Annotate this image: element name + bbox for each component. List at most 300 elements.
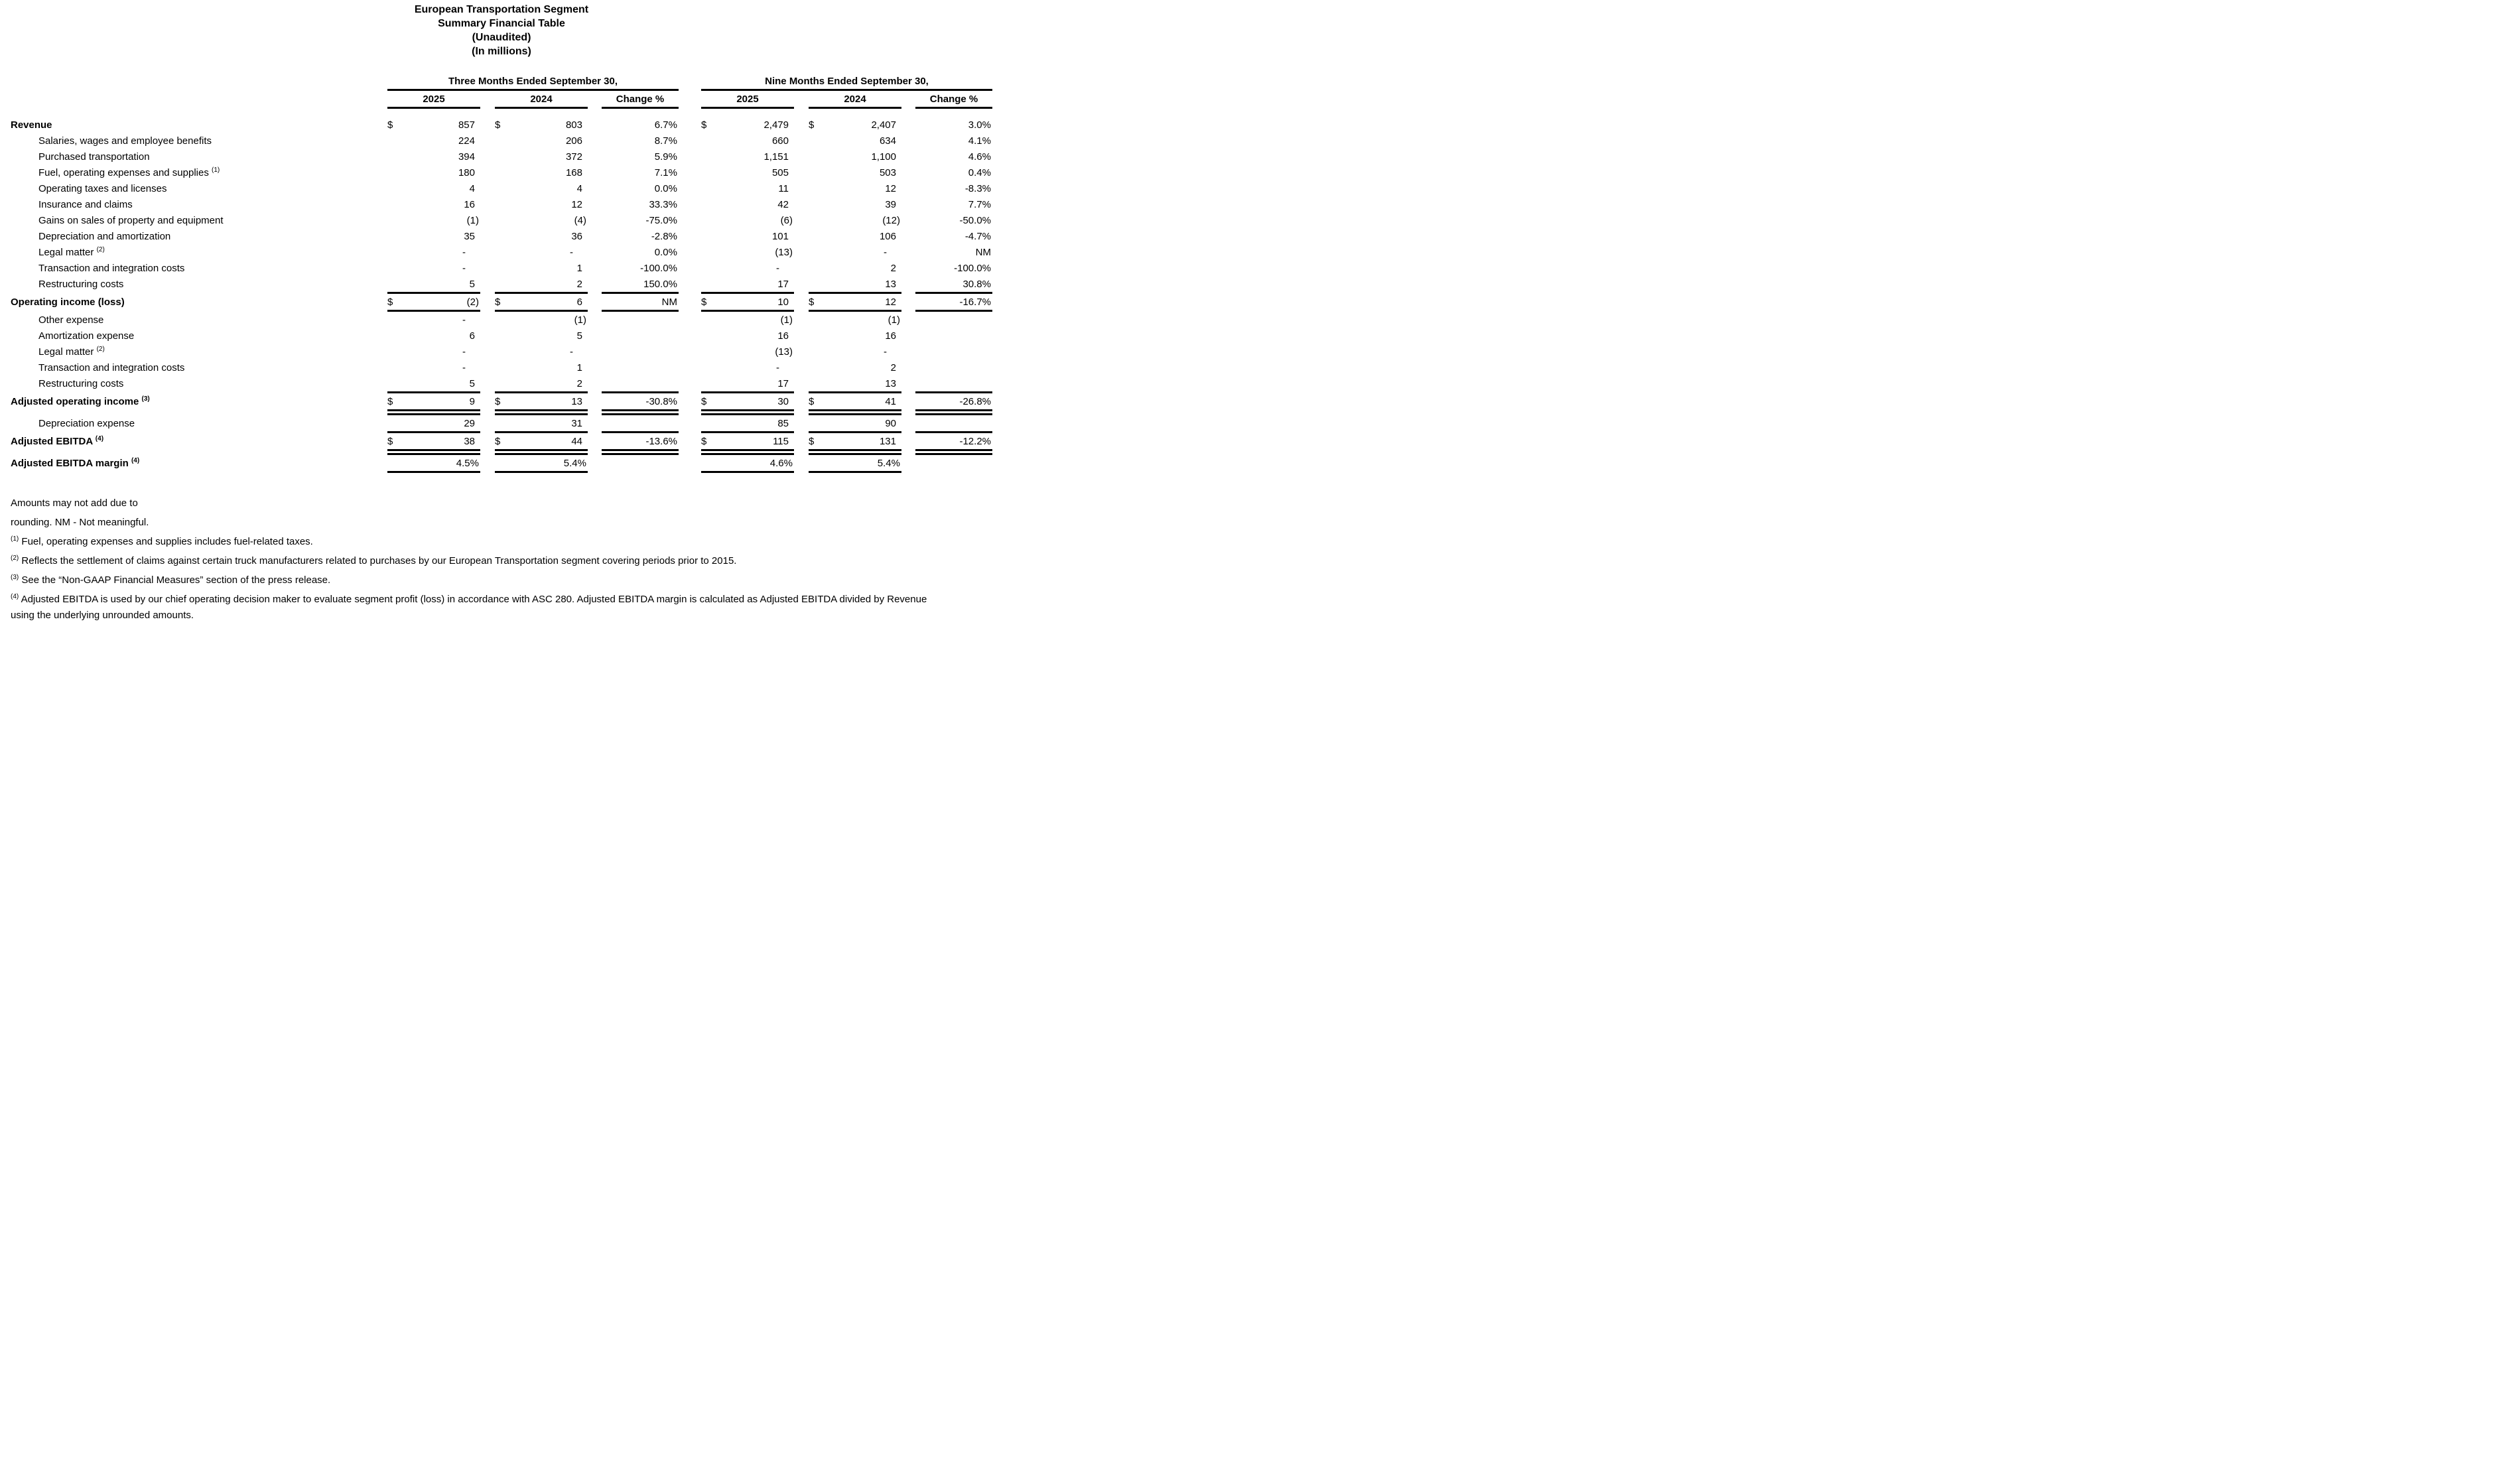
value-text: 17 [777, 279, 789, 290]
value-text: - [884, 346, 887, 358]
value-text [991, 418, 992, 429]
cell-change-percent [915, 228, 992, 244]
table-row [11, 328, 992, 344]
row-label: Legal matter $^{(2)}$ [38, 346, 105, 358]
row-label: Transaction and integration costs [38, 263, 185, 274]
cell-change-percent [602, 294, 679, 312]
row-label: Insurance and claims [38, 199, 133, 210]
cell-value [809, 455, 901, 473]
value-text: 16 [885, 330, 896, 342]
value-text: 9 [469, 396, 475, 407]
dollar-sign: $ [809, 396, 815, 407]
value-text: 4.1% [968, 135, 991, 147]
value-text: 2 [576, 279, 582, 290]
value-text: 2 [890, 362, 896, 373]
value-text: 5 [576, 330, 582, 342]
dollar-sign: $ [809, 119, 815, 131]
value-text: 115 [773, 436, 789, 447]
cell-value [495, 244, 588, 260]
value-text: (1) [574, 314, 586, 326]
value-text: 505 [771, 167, 789, 178]
row-label: Adjusted EBITDA margin $^{(4)}$ [11, 457, 140, 469]
cell-change-percent [915, 455, 992, 473]
value-text: - [776, 263, 779, 274]
cell-value [701, 294, 794, 312]
table-row [11, 276, 992, 294]
cell-value [387, 196, 480, 212]
cell-value [701, 415, 794, 433]
table-row [11, 393, 992, 415]
cell-value [701, 228, 794, 244]
value-text: 4.5% [456, 458, 479, 469]
value-text: -100.0% [954, 263, 991, 274]
cell-value [387, 375, 480, 393]
value-text: 0.0% [654, 183, 677, 194]
value-text [677, 314, 679, 326]
cell-value [701, 196, 794, 212]
cell-change-percent [915, 312, 992, 328]
column-group-header-row [11, 76, 992, 91]
cell-change-percent [602, 375, 679, 393]
cell-value [387, 393, 480, 415]
cell-change-percent [915, 344, 992, 360]
col-group-three-months: Three Months Ended September 30, [387, 76, 679, 91]
footnote-line: $^{(1)}$ Fuel, operating expenses and supplies includes fuel-related taxes. [11, 535, 313, 547]
cell-value [701, 344, 794, 360]
value-text: 1 [576, 263, 582, 274]
row-label: Adjusted operating income $^{(3)}$ [11, 395, 150, 407]
value-text: -16.7% [959, 297, 991, 308]
value-text: -30.8% [645, 396, 677, 407]
table-row [11, 165, 992, 180]
cell-value [495, 375, 588, 393]
summary-financial-table [11, 76, 992, 473]
value-text: 3.0% [968, 119, 991, 131]
cell-change-percent [602, 260, 679, 276]
cell-change-percent [602, 415, 679, 433]
value-text: 224 [458, 135, 475, 147]
value-text: (13) [775, 247, 793, 258]
value-text: 503 [879, 167, 896, 178]
cell-change-percent [915, 415, 992, 433]
cell-value [495, 149, 588, 165]
footnote-marker: (3) [11, 574, 19, 581]
footnote-marker: (4) [11, 593, 19, 600]
value-text [991, 378, 992, 389]
value-text: 6.7% [654, 119, 677, 131]
footnote-marker: (4) [131, 457, 140, 464]
title-block [11, 3, 992, 58]
value-text: 90 [885, 418, 896, 429]
cell-value [495, 228, 588, 244]
cell-value [809, 196, 901, 212]
table-row [11, 212, 992, 228]
value-text: -12.2% [959, 436, 991, 447]
table-row [11, 294, 992, 312]
cell-change-percent [915, 328, 992, 344]
cell-change-percent [602, 328, 679, 344]
value-text: 372 [565, 151, 582, 163]
cell-change-percent [602, 165, 679, 180]
value-text: 12 [885, 297, 896, 308]
cell-value [809, 244, 901, 260]
value-text: -2.8% [651, 231, 677, 242]
table-row [11, 433, 992, 455]
value-text: 5 [469, 378, 475, 389]
row-label: Amortization expense [38, 330, 135, 342]
cell-value [809, 415, 901, 433]
cell-value [495, 360, 588, 375]
value-text: 4.6% [968, 151, 991, 163]
row-label: Legal matter $^{(2)}$ [38, 246, 105, 258]
cell-value [809, 165, 901, 180]
dollar-sign: $ [701, 119, 707, 131]
cell-change-percent [915, 375, 992, 393]
value-text [991, 330, 992, 342]
dollar-sign: $ [387, 297, 393, 308]
cell-change-percent [602, 180, 679, 196]
footnote-marker: (2) [96, 346, 105, 353]
dollar-sign: $ [495, 436, 501, 447]
cell-value [495, 117, 588, 133]
cell-value [495, 393, 588, 415]
value-text: 12 [885, 183, 896, 194]
cell-value [495, 260, 588, 276]
value-text: 206 [565, 135, 582, 147]
cell-value [495, 328, 588, 344]
dollar-sign: $ [387, 436, 393, 447]
cell-value [387, 433, 480, 455]
value-text: - [462, 247, 466, 258]
title-table-name: Summary Financial Table [438, 18, 565, 29]
value-text: 2 [576, 378, 582, 389]
value-text: 42 [777, 199, 789, 210]
cell-change-percent [602, 149, 679, 165]
value-text [991, 362, 992, 373]
table-row [11, 196, 992, 212]
value-text: 30.8% [962, 279, 991, 290]
table-row [11, 344, 992, 360]
cell-value [701, 312, 794, 328]
cell-value [387, 133, 480, 149]
value-text [677, 330, 679, 342]
value-text: 33.3% [649, 199, 677, 210]
value-text: 38 [464, 436, 475, 447]
title-units: (In millions) [472, 46, 531, 57]
cell-value [495, 455, 588, 473]
row-label: Restructuring costs [38, 279, 124, 290]
value-text: 17 [777, 378, 789, 389]
cell-value [701, 149, 794, 165]
value-text: 13 [885, 378, 896, 389]
value-text: -75.0% [645, 215, 677, 226]
value-text [677, 362, 679, 373]
value-text: - [776, 362, 779, 373]
value-text: 13 [571, 396, 582, 407]
value-text: - [570, 346, 573, 358]
value-text: 857 [458, 119, 475, 131]
value-text: 36 [571, 231, 582, 242]
value-text: 7.7% [968, 199, 991, 210]
value-text: (12) [882, 215, 900, 226]
cell-value [387, 344, 480, 360]
value-text: (4) [574, 215, 586, 226]
cell-change-percent [915, 165, 992, 180]
cell-change-percent [915, 212, 992, 228]
value-text: 6 [576, 297, 582, 308]
value-text: - [462, 263, 466, 274]
value-text: - [462, 314, 466, 326]
cell-value [701, 393, 794, 415]
cell-value [809, 260, 901, 276]
cell-change-percent [602, 228, 679, 244]
cell-value [387, 117, 480, 133]
footnote-marker: (1) [212, 166, 220, 174]
value-text: 1,151 [763, 151, 789, 163]
value-text: 5.4% [877, 458, 900, 469]
row-label: Depreciation expense [38, 418, 135, 429]
footnote-line: $^{(3)}$ See the “Non-GAAP Financial Measures” section of the press release. [11, 574, 331, 586]
cell-value [495, 344, 588, 360]
cell-value [495, 165, 588, 180]
cell-change-percent [602, 393, 679, 415]
value-text: 394 [458, 151, 475, 163]
cell-value [387, 212, 480, 228]
value-text: (2) [466, 297, 479, 308]
value-text: 2,479 [763, 119, 789, 131]
table-row [11, 455, 992, 473]
row-label: Fuel, operating expenses and supplies $^{(1)}$ [38, 166, 220, 178]
footnote-marker: (2) [11, 555, 19, 562]
row-label: Operating income (loss) [11, 297, 125, 308]
cell-value [701, 212, 794, 228]
cell-value [495, 433, 588, 455]
footnote-marker: (2) [96, 246, 105, 253]
cell-value [701, 328, 794, 344]
value-text: NM [975, 247, 991, 258]
footnotes [11, 496, 992, 624]
header-year-2025-3m: 2025 [387, 94, 480, 109]
cell-value [387, 260, 480, 276]
cell-value [387, 294, 480, 312]
cell-value [495, 196, 588, 212]
cell-value [701, 260, 794, 276]
cell-change-percent [915, 180, 992, 196]
value-text: 35 [464, 231, 475, 242]
cell-change-percent [915, 393, 992, 415]
cell-value [701, 375, 794, 393]
table-body [11, 117, 992, 473]
dollar-sign: $ [701, 297, 707, 308]
cell-change-percent [915, 133, 992, 149]
cell-value [387, 276, 480, 294]
cell-value [701, 455, 794, 473]
cell-value [809, 117, 901, 133]
cell-value [701, 276, 794, 294]
cell-value [809, 228, 901, 244]
cell-value [701, 165, 794, 180]
cell-change-percent [602, 455, 679, 473]
value-text: (1) [780, 314, 793, 326]
cell-change-percent [602, 276, 679, 294]
cell-value [387, 149, 480, 165]
value-text: 1,100 [871, 151, 896, 163]
value-text: 5.9% [654, 151, 677, 163]
value-text: -100.0% [640, 263, 677, 274]
footnote-marker: (3) [141, 395, 150, 403]
table-row [11, 360, 992, 375]
value-text: 101 [771, 231, 789, 242]
value-text: 4 [469, 183, 475, 194]
row-label: Gains on sales of property and equipment [38, 215, 224, 226]
value-text: -26.8% [959, 396, 991, 407]
table-row [11, 244, 992, 260]
cell-value [387, 328, 480, 344]
value-text [991, 346, 992, 358]
cell-change-percent [915, 117, 992, 133]
cell-value [809, 375, 901, 393]
value-text: 30 [777, 396, 789, 407]
cell-value [809, 433, 901, 455]
cell-value [701, 360, 794, 375]
table-row [11, 180, 992, 196]
header-change-9m: Change % [915, 94, 992, 109]
table-row [11, 375, 992, 393]
table-row [11, 260, 992, 276]
dollar-sign: $ [809, 436, 815, 447]
cell-change-percent [602, 344, 679, 360]
table-row [11, 117, 992, 133]
cell-change-percent [915, 276, 992, 294]
cell-value [387, 455, 480, 473]
value-text: - [884, 247, 887, 258]
value-text: 4 [576, 183, 582, 194]
table-row [11, 312, 992, 328]
cell-change-percent [602, 212, 679, 228]
cell-value [495, 276, 588, 294]
row-label: Operating taxes and licenses [38, 183, 167, 194]
cell-change-percent [602, 117, 679, 133]
cell-change-percent [915, 360, 992, 375]
cell-value [495, 212, 588, 228]
value-text: 5.4% [563, 458, 586, 469]
dollar-sign: $ [809, 297, 815, 308]
value-text: (6) [780, 215, 793, 226]
cell-value [495, 312, 588, 328]
value-text: NM [661, 297, 677, 308]
value-text: 5 [469, 279, 475, 290]
cell-value [809, 212, 901, 228]
value-text: -13.6% [645, 436, 677, 447]
footnote-line: $^{(2)}$ Reflects the settlement of claims against certain truck manufacturers related to purchases by our European Transportation segment covering periods prior to 2015. [11, 555, 737, 566]
cell-change-percent [602, 312, 679, 328]
cell-value [495, 180, 588, 196]
value-text: 180 [458, 167, 475, 178]
row-label: Purchased transportation [38, 151, 150, 163]
header-year-2025-9m: 2025 [701, 94, 794, 109]
value-text: 16 [464, 199, 475, 210]
title-segment: European Transportation Segment [414, 4, 589, 15]
value-text: 10 [777, 297, 789, 308]
value-text: (1) [466, 215, 479, 226]
value-text: - [462, 362, 466, 373]
value-text [677, 346, 679, 358]
cell-value [809, 344, 901, 360]
column-year-header-row [11, 94, 992, 109]
row-label: Transaction and integration costs [38, 362, 185, 373]
value-text: 131 [879, 436, 896, 447]
cell-value [701, 117, 794, 133]
table-row [11, 228, 992, 244]
cell-value [809, 149, 901, 165]
value-text: 106 [879, 231, 896, 242]
value-text: 660 [771, 135, 789, 147]
value-text: -50.0% [959, 215, 991, 226]
cell-value [387, 165, 480, 180]
dollar-sign: $ [387, 119, 393, 131]
value-text: 634 [879, 135, 896, 147]
row-label: Depreciation and amortization [38, 231, 171, 242]
cell-value [809, 133, 901, 149]
table-row [11, 149, 992, 165]
dollar-sign: $ [495, 297, 501, 308]
header-year-2024-9m: 2024 [809, 94, 901, 109]
value-text: 2 [890, 263, 896, 274]
row-label: Other expense [38, 314, 104, 326]
cell-value [809, 328, 901, 344]
value-text: 150.0% [643, 279, 677, 290]
cell-value [809, 360, 901, 375]
cell-value [495, 415, 588, 433]
col-group-nine-months: Nine Months Ended September 30, [701, 76, 992, 91]
value-text: 0.0% [654, 247, 677, 258]
financial-report-page [0, 0, 1008, 647]
header-change-3m: Change % [602, 94, 679, 109]
cell-value [701, 433, 794, 455]
footnote-line: rounding. NM - Not meaningful. [11, 517, 149, 528]
value-text: 2,407 [871, 119, 896, 131]
cell-change-percent [602, 360, 679, 375]
value-text: 8.7% [654, 135, 677, 147]
cell-value [495, 294, 588, 312]
cell-change-percent [915, 294, 992, 312]
value-text [991, 458, 992, 469]
cell-value [387, 415, 480, 433]
cell-value [809, 393, 901, 415]
value-text [677, 458, 679, 469]
footnote-line: Amounts may not add due to [11, 498, 138, 509]
cell-change-percent [602, 244, 679, 260]
value-text [991, 314, 992, 326]
cell-value [701, 244, 794, 260]
dollar-sign: $ [495, 396, 501, 407]
dollar-sign: $ [701, 436, 707, 447]
cell-change-percent [915, 244, 992, 260]
value-text: 29 [464, 418, 475, 429]
cell-value [495, 133, 588, 149]
footnote-line: $^{(4)}$ Adjusted EBITDA is used by our chief operating decision maker to evaluate segment profit (loss) in accordance with ASC 280. Adjusted EBITDA margin is calculated as Adjusted EBITDA divided by Revenue using the underlying unrounded amounts. [11, 593, 927, 621]
value-text: - [462, 346, 466, 358]
value-text: -8.3% [964, 183, 991, 194]
value-text: 16 [777, 330, 789, 342]
value-text: 168 [565, 167, 582, 178]
cell-value [387, 228, 480, 244]
cell-value [701, 180, 794, 196]
cell-change-percent [915, 260, 992, 276]
value-text: -4.7% [964, 231, 991, 242]
value-text: 7.1% [654, 167, 677, 178]
row-label: Adjusted EBITDA $^{(4)}$ [11, 435, 104, 447]
